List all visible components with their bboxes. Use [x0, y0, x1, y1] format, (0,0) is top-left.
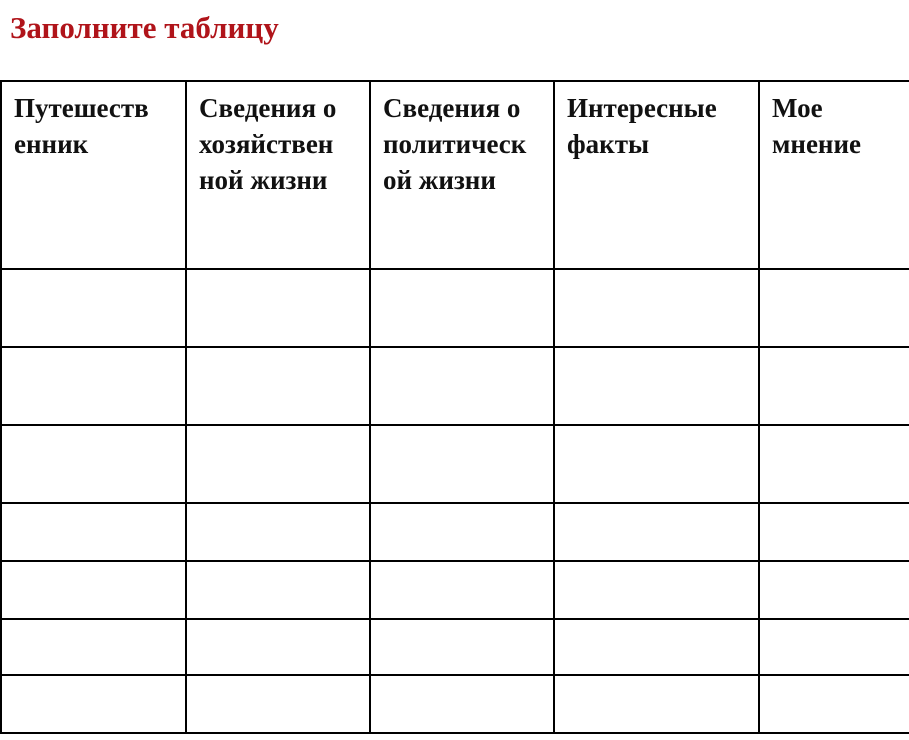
header-line: факты	[567, 129, 650, 159]
table-cell[interactable]	[554, 619, 759, 675]
table-row	[1, 675, 909, 733]
header-line: ой жизни	[383, 165, 496, 195]
table-row	[1, 269, 909, 347]
table-cell[interactable]	[554, 425, 759, 503]
table-cell[interactable]	[1, 561, 186, 619]
table-cell[interactable]	[759, 425, 909, 503]
table-cell[interactable]	[1, 675, 186, 733]
header-traveler	[1, 81, 186, 269]
table-row	[1, 619, 909, 675]
table-cell[interactable]	[759, 503, 909, 561]
table-cell[interactable]	[759, 675, 909, 733]
table-cell[interactable]	[186, 561, 370, 619]
table-cell[interactable]	[370, 269, 554, 347]
header-line: Сведения о	[383, 93, 521, 123]
table-cell[interactable]	[186, 619, 370, 675]
header-line: ной жизни	[199, 165, 328, 195]
header-line: хозяйствен	[199, 129, 334, 159]
table-cell[interactable]	[759, 269, 909, 347]
table-cell[interactable]	[759, 619, 909, 675]
table-cell[interactable]	[759, 561, 909, 619]
table-cell[interactable]	[186, 675, 370, 733]
table-cell[interactable]	[370, 503, 554, 561]
table-cell[interactable]	[370, 619, 554, 675]
table-cell[interactable]	[1, 503, 186, 561]
table-row	[1, 425, 909, 503]
table-cell[interactable]	[759, 347, 909, 425]
table-cell[interactable]	[554, 347, 759, 425]
header-interesting-facts	[554, 81, 759, 269]
table-cell[interactable]	[1, 269, 186, 347]
header-line: политическ	[383, 129, 527, 159]
fill-in-table	[0, 80, 909, 734]
header-economic-life	[186, 81, 370, 269]
table-cell[interactable]	[1, 347, 186, 425]
table-row	[1, 561, 909, 619]
table-cell[interactable]	[186, 503, 370, 561]
header-line: мнение	[772, 129, 862, 159]
table-cell[interactable]	[186, 425, 370, 503]
table-cell[interactable]	[554, 561, 759, 619]
header-my-opinion	[759, 81, 909, 269]
table-cell[interactable]	[554, 269, 759, 347]
table-cell[interactable]	[1, 619, 186, 675]
table-cell[interactable]	[370, 425, 554, 503]
table-cell[interactable]	[370, 675, 554, 733]
table-cell[interactable]	[186, 269, 370, 347]
table-header-row	[1, 81, 909, 269]
page-title: Заполните таблицу	[10, 10, 279, 45]
header-line: енник	[14, 129, 89, 159]
table-cell[interactable]	[554, 675, 759, 733]
table-cell[interactable]	[186, 347, 370, 425]
header-line: Интересные	[567, 93, 717, 123]
header-line: Путешеств	[14, 93, 149, 123]
table-cell[interactable]	[1, 425, 186, 503]
table-cell[interactable]	[554, 503, 759, 561]
table-cell[interactable]	[370, 347, 554, 425]
table-cell[interactable]	[370, 561, 554, 619]
table-row	[1, 347, 909, 425]
header-political-life	[370, 81, 554, 269]
header-line: Мое	[772, 93, 823, 123]
header-line: Сведения о	[199, 93, 337, 123]
table-row	[1, 503, 909, 561]
